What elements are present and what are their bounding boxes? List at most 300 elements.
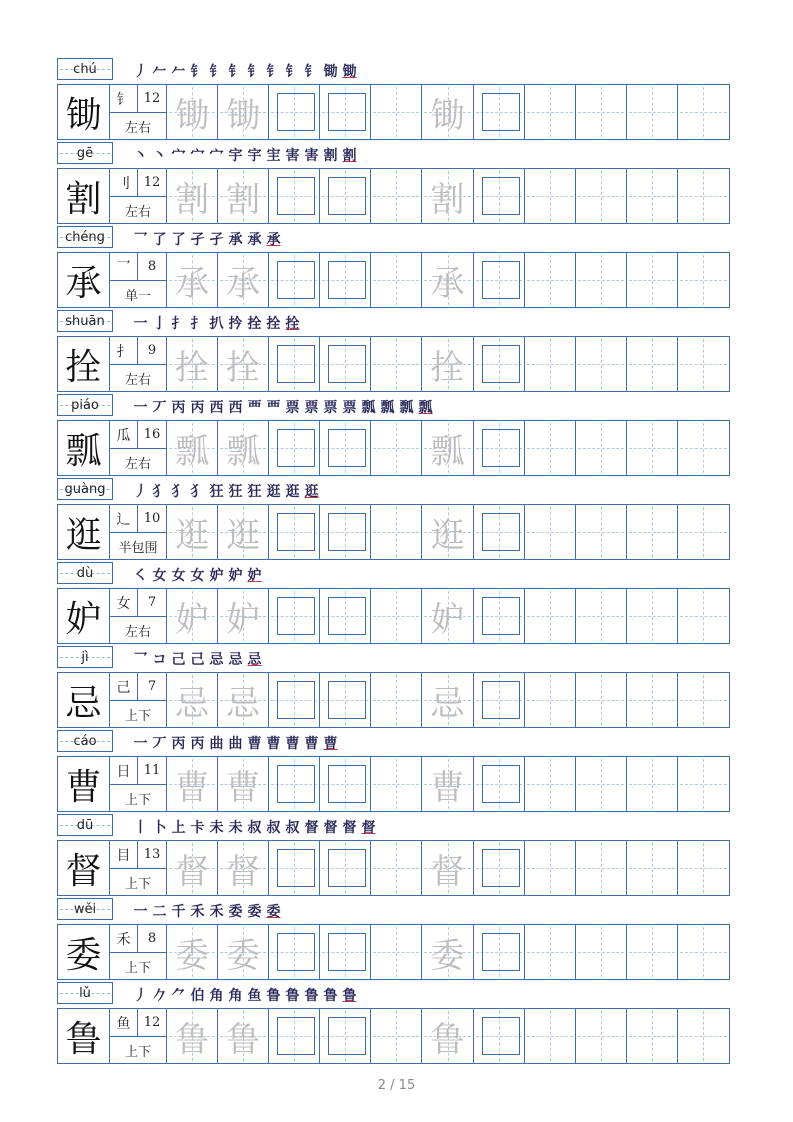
- writing-cell[interactable]: [371, 505, 422, 559]
- stroke-step: 覀: [266, 400, 281, 416]
- writing-cell[interactable]: [576, 589, 627, 643]
- writing-cell[interactable]: [678, 337, 729, 391]
- pinyin-label: lǔ: [79, 985, 91, 1001]
- writing-cell[interactable]: [678, 589, 729, 643]
- writing-cell[interactable]: [218, 925, 269, 979]
- writing-cell[interactable]: [167, 337, 218, 391]
- stroke-step: 宇: [228, 148, 243, 164]
- writing-cell[interactable]: [269, 757, 320, 811]
- structure-label: 左右: [125, 204, 152, 220]
- stroke-step: 钅: [209, 64, 224, 80]
- stroke-step: 害: [304, 148, 319, 164]
- structure-label: 左右: [125, 624, 152, 640]
- stroke-step: 丶: [133, 148, 148, 164]
- inner-guide-box: [328, 177, 366, 215]
- stroke-step: 叔: [266, 820, 281, 836]
- stroke-count: 12: [143, 1015, 161, 1030]
- pinyin-box: [57, 898, 113, 920]
- writing-cell[interactable]: [525, 421, 576, 475]
- writing-cell[interactable]: [474, 169, 525, 223]
- pinyin-label: jì: [81, 649, 89, 665]
- writing-cell[interactable]: [678, 85, 729, 139]
- writing-cell[interactable]: [627, 505, 678, 559]
- writing-cell[interactable]: [627, 673, 678, 727]
- writing-cell[interactable]: [320, 169, 371, 223]
- stroke-step: 丙: [171, 400, 186, 416]
- character-entry: [57, 980, 730, 1064]
- trace-character: 妒: [226, 599, 261, 640]
- pinyin-label: piáo: [71, 397, 99, 413]
- stroke-step: 曲: [228, 736, 243, 752]
- stroke-step: 拴: [285, 316, 300, 332]
- model-character: 曹: [58, 757, 110, 811]
- writing-cell[interactable]: [474, 925, 525, 979]
- trace-character: 妒: [430, 599, 465, 640]
- stroke-step: 犭: [190, 484, 205, 500]
- stroke-step: 锄: [342, 64, 357, 80]
- character-entry: [57, 560, 730, 644]
- model-character: 拴: [58, 337, 110, 391]
- stroke-step: 狂: [228, 484, 243, 500]
- character-entry: [57, 224, 730, 308]
- writing-cell[interactable]: [218, 85, 269, 139]
- writing-cell[interactable]: [422, 841, 473, 895]
- writing-cell[interactable]: [320, 1009, 371, 1063]
- pinyin-row: [57, 392, 730, 420]
- inner-guide-box: [277, 345, 315, 383]
- writing-cell[interactable]: [422, 1009, 473, 1063]
- writing-cell[interactable]: [422, 505, 473, 559]
- writing-cell[interactable]: [269, 337, 320, 391]
- stroke-step: 女: [190, 568, 205, 584]
- writing-cell[interactable]: [474, 337, 525, 391]
- writing-cell[interactable]: [269, 505, 320, 559]
- writing-cell[interactable]: [371, 421, 422, 475]
- writing-cell[interactable]: [576, 505, 627, 559]
- stroke-step: 钅: [247, 64, 262, 80]
- radical: 刂: [110, 169, 138, 196]
- writing-cell[interactable]: [320, 841, 371, 895]
- stroke-step: 角: [209, 988, 224, 1004]
- stroke-step: 丙: [190, 400, 205, 416]
- writing-cell[interactable]: [525, 589, 576, 643]
- pinyin-row: [57, 140, 730, 168]
- writing-cell[interactable]: [269, 253, 320, 307]
- writing-cell[interactable]: [525, 841, 576, 895]
- pinyin-box: [57, 562, 113, 584]
- stroke-step: 叔: [285, 820, 300, 836]
- writing-cell[interactable]: [371, 253, 422, 307]
- stroke-step: 丿: [133, 484, 148, 500]
- writing-cell[interactable]: [269, 169, 320, 223]
- inner-guide-box: [277, 765, 315, 803]
- stroke-step: 乛: [133, 232, 148, 248]
- trace-character: 割: [175, 179, 210, 220]
- stroke-count: 8: [147, 931, 157, 946]
- stroke-step: 狂: [247, 484, 262, 500]
- writing-cell[interactable]: [525, 337, 576, 391]
- radical: 女: [110, 589, 138, 616]
- stroke-step: 瓢: [380, 400, 395, 416]
- writing-cell[interactable]: [525, 757, 576, 811]
- practice-grid-row: [57, 504, 730, 560]
- writing-cell[interactable]: [678, 253, 729, 307]
- trace-character: 逛: [226, 515, 261, 556]
- radical: 钅: [110, 85, 138, 112]
- writing-cell[interactable]: [474, 673, 525, 727]
- stroke-order: [132, 480, 320, 504]
- writing-cell[interactable]: [576, 925, 627, 979]
- stroke-step: 狂: [209, 484, 224, 500]
- stroke-step: 己: [171, 652, 186, 668]
- writing-cell[interactable]: [422, 757, 473, 811]
- writing-cell[interactable]: [269, 1009, 320, 1063]
- stroke-step: 宀: [209, 148, 224, 164]
- writing-cell[interactable]: [474, 757, 525, 811]
- stroke-step: 曹: [285, 736, 300, 752]
- info-top: [110, 841, 166, 869]
- stroke-step: 督: [361, 820, 376, 836]
- inner-guide-box: [482, 177, 520, 215]
- inner-guide-box: [482, 597, 520, 635]
- writing-cell[interactable]: [371, 925, 422, 979]
- stroke-order: [132, 228, 282, 252]
- writing-cell[interactable]: [218, 505, 269, 559]
- writing-cell[interactable]: [422, 421, 473, 475]
- writing-cell[interactable]: [218, 1009, 269, 1063]
- writing-cell[interactable]: [167, 673, 218, 727]
- info-top: [110, 337, 166, 365]
- stroke-step: 一: [133, 904, 148, 920]
- stroke-step: 卡: [190, 820, 205, 836]
- practice-grid-row: [57, 840, 730, 896]
- inner-guide-box: [328, 513, 366, 551]
- writing-cell[interactable]: [269, 673, 320, 727]
- stroke-step: 妒: [209, 568, 224, 584]
- trace-character: 曹: [175, 767, 210, 808]
- writing-cell[interactable]: [167, 505, 218, 559]
- writing-cell[interactable]: [627, 85, 678, 139]
- writing-cell[interactable]: [320, 337, 371, 391]
- stroke-step: 𠂉: [171, 64, 186, 80]
- stroke-step: 扌: [171, 316, 186, 332]
- inner-guide-box: [482, 933, 520, 971]
- stroke-step: 上: [171, 820, 186, 836]
- stroke-step: 禾: [190, 904, 205, 920]
- writing-cell[interactable]: [474, 1009, 525, 1063]
- stroke-step: 𠂊: [152, 988, 167, 1004]
- stroke-step: ㇛: [133, 568, 148, 584]
- stroke-step: 瓢: [399, 400, 414, 416]
- writing-cell[interactable]: [422, 85, 473, 139]
- stroke-count: 11: [143, 763, 161, 778]
- writing-cell[interactable]: [320, 85, 371, 139]
- writing-cell[interactable]: [218, 337, 269, 391]
- writing-cell[interactable]: [167, 841, 218, 895]
- model-character: 鲁: [58, 1009, 110, 1063]
- stroke-step: 逛: [285, 484, 300, 500]
- writing-cell[interactable]: [167, 1009, 218, 1063]
- writing-cell[interactable]: [474, 253, 525, 307]
- writing-cell[interactable]: [371, 589, 422, 643]
- writing-cell[interactable]: [218, 169, 269, 223]
- writing-cell[interactable]: [525, 505, 576, 559]
- structure-label: 上下: [125, 708, 152, 724]
- stroke-step: 委: [247, 904, 262, 920]
- writing-cell[interactable]: [320, 421, 371, 475]
- stroke-step: ⺈: [171, 988, 186, 1004]
- writing-cell[interactable]: [218, 253, 269, 307]
- stroke-step: 票: [285, 400, 300, 416]
- writing-cell[interactable]: [371, 337, 422, 391]
- pinyin-label: dù: [76, 565, 94, 581]
- pinyin-row: [57, 728, 730, 756]
- inner-guide-box: [277, 1017, 315, 1055]
- pinyin-box: [57, 478, 113, 500]
- pinyin-label: guàng: [64, 481, 106, 497]
- writing-cell[interactable]: [576, 337, 627, 391]
- writing-cell[interactable]: [269, 841, 320, 895]
- writing-cell[interactable]: [627, 421, 678, 475]
- structure-label: 上下: [125, 792, 152, 808]
- writing-cell[interactable]: [218, 589, 269, 643]
- stroke-order: [132, 816, 377, 840]
- writing-cell[interactable]: [627, 1009, 678, 1063]
- writing-cell[interactable]: [627, 841, 678, 895]
- writing-cell[interactable]: [320, 673, 371, 727]
- writing-cell[interactable]: [474, 85, 525, 139]
- stroke-step: 鲁: [304, 988, 319, 1004]
- writing-cell[interactable]: [576, 253, 627, 307]
- pinyin-label: chéng: [65, 229, 105, 245]
- trace-character: 委: [175, 935, 210, 976]
- stroke-step: 禾: [209, 904, 224, 920]
- writing-cell[interactable]: [371, 841, 422, 895]
- stroke-step: コ: [152, 652, 167, 668]
- pinyin-label: dū: [76, 817, 94, 833]
- writing-cell[interactable]: [167, 169, 218, 223]
- trace-character: 忌: [226, 683, 261, 724]
- trace-character: 鲁: [226, 1019, 261, 1060]
- writing-cell[interactable]: [627, 925, 678, 979]
- writing-cell[interactable]: [678, 1009, 729, 1063]
- writing-cell[interactable]: [678, 505, 729, 559]
- inner-guide-box: [277, 261, 315, 299]
- writing-cell[interactable]: [474, 505, 525, 559]
- writing-cell[interactable]: [474, 589, 525, 643]
- info-top: [110, 421, 166, 449]
- stroke-step: 割: [323, 148, 338, 164]
- writing-cell[interactable]: [422, 925, 473, 979]
- stroke-step: 了: [152, 232, 167, 248]
- stroke-step: 伯: [190, 988, 205, 1004]
- writing-cell[interactable]: [678, 841, 729, 895]
- model-character: 忌: [58, 673, 110, 727]
- writing-cell[interactable]: [422, 589, 473, 643]
- writing-cell[interactable]: [320, 589, 371, 643]
- writing-cell[interactable]: [167, 421, 218, 475]
- writing-cell[interactable]: [627, 757, 678, 811]
- writing-cell[interactable]: [474, 841, 525, 895]
- writing-cell[interactable]: [525, 169, 576, 223]
- writing-cell[interactable]: [576, 757, 627, 811]
- writing-cell[interactable]: [218, 673, 269, 727]
- writing-cell[interactable]: [371, 85, 422, 139]
- character-entry: [57, 140, 730, 224]
- inner-guide-box: [482, 261, 520, 299]
- character-entry: [57, 308, 730, 392]
- stroke-step: 一: [133, 316, 148, 332]
- stroke-order: [132, 648, 263, 672]
- writing-cell[interactable]: [371, 757, 422, 811]
- character-info: [110, 757, 167, 811]
- writing-cell[interactable]: [627, 337, 678, 391]
- writing-cell[interactable]: [678, 757, 729, 811]
- inner-guide-box: [328, 597, 366, 635]
- stroke-step: 丶: [152, 148, 167, 164]
- writing-cell[interactable]: [678, 169, 729, 223]
- stroke-step: 承: [228, 232, 243, 248]
- stroke-step: 委: [228, 904, 243, 920]
- writing-cell[interactable]: [371, 1009, 422, 1063]
- info-top: [110, 169, 166, 197]
- writing-cell[interactable]: [627, 253, 678, 307]
- inner-guide-box: [328, 345, 366, 383]
- stroke-step: 扒: [209, 316, 224, 332]
- inner-guide-box: [328, 681, 366, 719]
- writing-cell[interactable]: [525, 253, 576, 307]
- writing-cell[interactable]: [167, 757, 218, 811]
- stroke-count: 13: [143, 847, 161, 862]
- writing-cell[interactable]: [167, 85, 218, 139]
- pinyin-row: [57, 224, 730, 252]
- character-entry: [57, 476, 730, 560]
- writing-cell[interactable]: [269, 421, 320, 475]
- stroke-step: 票: [342, 400, 357, 416]
- writing-cell[interactable]: [525, 673, 576, 727]
- trace-character: 逛: [430, 515, 465, 556]
- writing-cell[interactable]: [218, 421, 269, 475]
- writing-cell[interactable]: [422, 253, 473, 307]
- trace-character: 锄: [226, 95, 261, 136]
- writing-cell[interactable]: [627, 589, 678, 643]
- writing-cell[interactable]: [269, 925, 320, 979]
- writing-cell[interactable]: [576, 421, 627, 475]
- writing-cell[interactable]: [678, 421, 729, 475]
- stroke-step: 丨: [133, 820, 148, 836]
- stroke-order: [132, 984, 358, 1008]
- writing-cell[interactable]: [525, 925, 576, 979]
- stroke-step: 鲁: [285, 988, 300, 1004]
- trace-character: 曹: [226, 767, 261, 808]
- stroke-step: 犭: [152, 484, 167, 500]
- writing-cell[interactable]: [371, 673, 422, 727]
- writing-cell[interactable]: [576, 1009, 627, 1063]
- stroke-step: 瓢: [361, 400, 376, 416]
- writing-cell[interactable]: [269, 85, 320, 139]
- inner-guide-box: [277, 933, 315, 971]
- writing-cell[interactable]: [167, 925, 218, 979]
- writing-cell[interactable]: [678, 673, 729, 727]
- writing-cell[interactable]: [422, 337, 473, 391]
- stroke-step: 扌: [190, 316, 205, 332]
- stroke-step: 亅: [152, 316, 167, 332]
- practice-grid-row: [57, 672, 730, 728]
- character-info: [110, 1009, 167, 1063]
- pinyin-row: [57, 980, 730, 1008]
- character-entry: [57, 896, 730, 980]
- trace-character: 承: [430, 263, 465, 304]
- practice-grid-row: [57, 588, 730, 644]
- writing-cell[interactable]: [218, 757, 269, 811]
- model-character: 承: [58, 253, 110, 307]
- writing-cell[interactable]: [269, 589, 320, 643]
- writing-cell[interactable]: [320, 925, 371, 979]
- inner-guide-box: [277, 429, 315, 467]
- writing-cell[interactable]: [218, 841, 269, 895]
- writing-cell[interactable]: [576, 841, 627, 895]
- writing-cell[interactable]: [320, 757, 371, 811]
- practice-grid-row: [57, 84, 730, 140]
- radical: 日: [110, 757, 138, 784]
- writing-cell[interactable]: [320, 253, 371, 307]
- pinyin-row: [57, 812, 730, 840]
- pinyin-box: [57, 58, 113, 80]
- writing-cell[interactable]: [678, 925, 729, 979]
- character-info: [110, 85, 167, 139]
- structure-label: 上下: [125, 960, 152, 976]
- stroke-step: 丙: [190, 736, 205, 752]
- inner-guide-box: [277, 597, 315, 635]
- stroke-count: 7: [147, 679, 157, 694]
- stroke-step: 覀: [247, 400, 262, 416]
- info-top: [110, 85, 166, 113]
- inner-guide-box: [277, 849, 315, 887]
- writing-cell[interactable]: [371, 169, 422, 223]
- pinyin-box: [57, 646, 113, 668]
- pinyin-box: [57, 982, 113, 1004]
- writing-cell[interactable]: [474, 421, 525, 475]
- character-entry: [57, 728, 730, 812]
- writing-cell[interactable]: [167, 253, 218, 307]
- stroke-step: 票: [323, 400, 338, 416]
- writing-cell[interactable]: [627, 169, 678, 223]
- writing-cell[interactable]: [525, 1009, 576, 1063]
- stroke-step: 钅: [285, 64, 300, 80]
- writing-cell[interactable]: [576, 85, 627, 139]
- inner-guide-box: [277, 513, 315, 551]
- trace-character: 割: [430, 179, 465, 220]
- writing-cell[interactable]: [320, 505, 371, 559]
- writing-cell[interactable]: [167, 589, 218, 643]
- stroke-step: 忌: [247, 652, 262, 668]
- writing-cell[interactable]: [525, 85, 576, 139]
- stroke-step: 二: [152, 904, 167, 920]
- writing-cell[interactable]: [422, 673, 473, 727]
- practice-grid-row: [57, 924, 730, 980]
- stroke-step: 西: [209, 400, 224, 416]
- stroke-step: 扲: [228, 316, 243, 332]
- stroke-step: 曹: [247, 736, 262, 752]
- trace-character: 忌: [430, 683, 465, 724]
- stroke-step: 女: [171, 568, 186, 584]
- inner-guide-box: [482, 429, 520, 467]
- writing-cell[interactable]: [422, 169, 473, 223]
- practice-grid-row: [57, 756, 730, 812]
- writing-cell[interactable]: [576, 169, 627, 223]
- writing-cell[interactable]: [576, 673, 627, 727]
- stroke-step: 票: [304, 400, 319, 416]
